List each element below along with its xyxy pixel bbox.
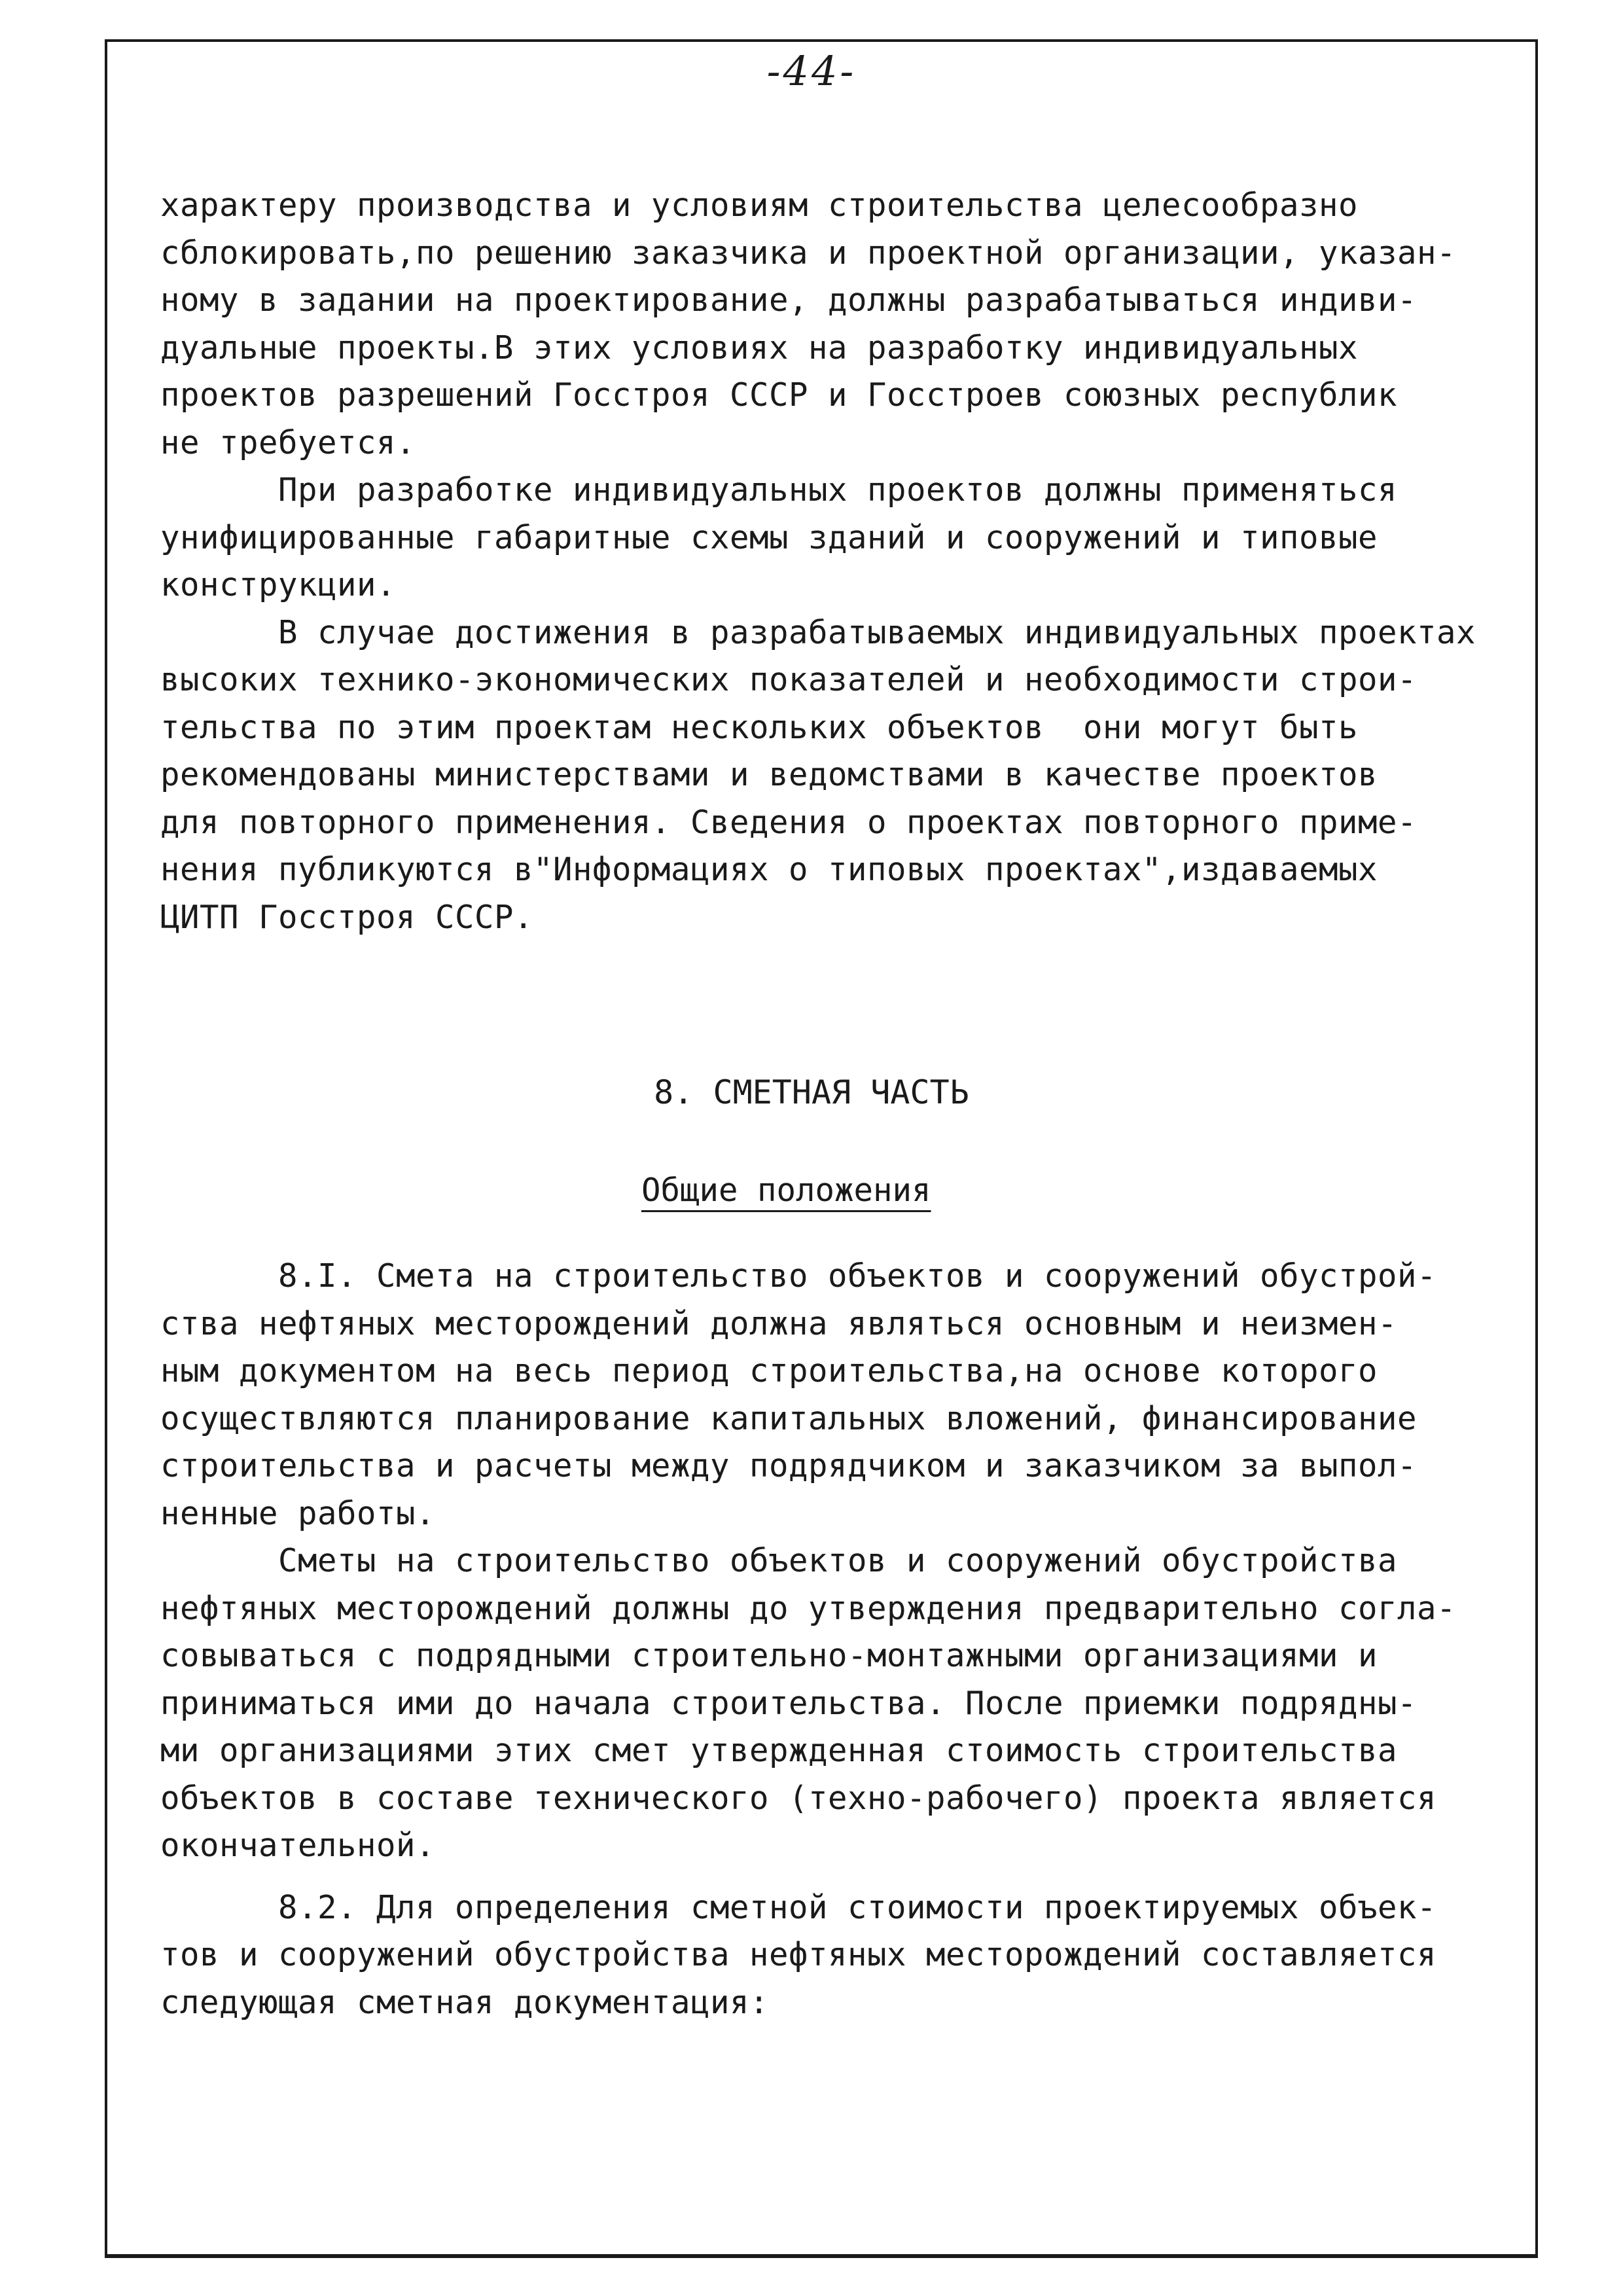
text-line: приниматься ими до начала строительства. После приемки подрядны- bbox=[160, 1684, 1418, 1722]
paragraph-2 bbox=[160, 467, 1528, 609]
paragraph-8-2 bbox=[160, 1884, 1528, 2027]
text-block-bottom bbox=[160, 1253, 1528, 2026]
text-line: строительства и расчеты между подрядчиком и заказчиком за выпол- bbox=[160, 1447, 1418, 1484]
text-line: При разработке индивидуальных проектов должны применяться bbox=[278, 471, 1398, 509]
text-line: нения публикуются в"Информациях о типовых проектах",издаваемых bbox=[160, 851, 1378, 888]
text-line: ненные работы. bbox=[160, 1494, 436, 1532]
text-line: рекомендованы министерствами и ведомствами в качестве проектов bbox=[160, 756, 1378, 793]
text-line: тельства по этим проектам нескольких объектов они могут быть bbox=[160, 708, 1359, 746]
text-line: ЦИТП Госстроя СССР. bbox=[160, 898, 534, 936]
text-line: унифицированные габаритные схемы зданий и сооружений и типовые bbox=[160, 518, 1378, 556]
text-line: осуществляются планирование капитальных вложений, финансирование bbox=[160, 1399, 1418, 1437]
text-line: 8.2. Для определения сметной стоимости проектируемых объек- bbox=[278, 1888, 1437, 1926]
section-title: 8. СМЕТНАЯ ЧАСТЬ bbox=[654, 1073, 969, 1111]
paragraph-3 bbox=[160, 609, 1528, 942]
text-line: окончательной. bbox=[160, 1827, 436, 1864]
text-line: нефтяных месторождений должны до утверждения предварительно согла- bbox=[160, 1589, 1457, 1627]
text-line: ми организациями этих смет утвержденная стоимость строительства bbox=[160, 1732, 1398, 1769]
text-line: ному в задании на проектирование, должны разрабатываться индиви- bbox=[160, 281, 1418, 319]
text-line: не требуется. bbox=[160, 423, 416, 461]
text-line: проектов разрешений Госстроя СССР и Госстроев союзных республик bbox=[160, 376, 1398, 414]
paragraph-8-1 bbox=[160, 1253, 1528, 1537]
text-line: 8.I. Смета на строительство объектов и сооружений обустрой- bbox=[278, 1257, 1437, 1295]
text-line: для повторного применения. Сведения о проектах повторного приме- bbox=[160, 803, 1418, 841]
text-line: ным документом на весь период строительства,на основе которого bbox=[160, 1352, 1378, 1390]
text-line: В случае достижения в разрабатываемых индивидуальных проектах bbox=[278, 613, 1476, 651]
paragraph-smety bbox=[160, 1537, 1528, 1870]
text-block-top bbox=[160, 182, 1528, 941]
text-line: ства нефтяных месторождений должна являться основным и неизмен- bbox=[160, 1304, 1398, 1342]
page-number: -44- bbox=[766, 47, 857, 95]
text-line: дуальные проекты.В этих условиях на разработку индивидуальных bbox=[160, 329, 1359, 367]
text-line: объектов в составе технического (техно-рабочего) проекта является bbox=[160, 1779, 1437, 1817]
text-line: следующая сметная документация: bbox=[160, 1983, 770, 2021]
subsection-title: Общие положения bbox=[641, 1172, 931, 1209]
text-line: конструкции. bbox=[160, 566, 397, 603]
text-line: высоких технико-экономических показателей и необходимости строи- bbox=[160, 661, 1418, 698]
paragraph-1 bbox=[160, 182, 1528, 467]
text-line: сблокировать,по решению заказчика и проектной организации, указан- bbox=[160, 234, 1457, 272]
text-line: Сметы на строительство объектов и сооружений обустройства bbox=[278, 1542, 1398, 1579]
text-line: совываться с подрядными строительно-монтажными организациями и bbox=[160, 1637, 1378, 1674]
text-line: характеру производства и условиям строительства целесообразно bbox=[160, 187, 1359, 224]
text-line: тов и сооружений обустройства нефтяных месторождений составляется bbox=[160, 1936, 1437, 1973]
